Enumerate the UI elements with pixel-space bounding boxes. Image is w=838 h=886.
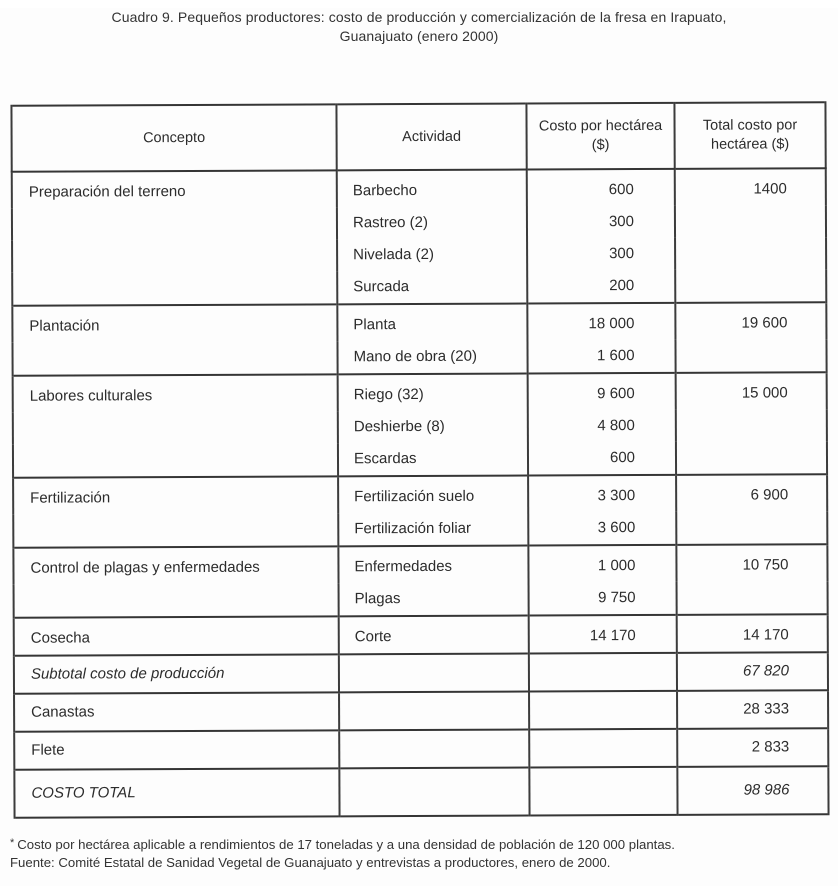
- activity-cell: Escardas: [338, 443, 528, 477]
- activity-cell: Corte: [339, 616, 529, 655]
- cost-cell: 18 000: [527, 303, 675, 341]
- table-row: [14, 614, 828, 656]
- table-row: [12, 302, 826, 343]
- column-header-total-costo-por-hectarea: Total costo por hectárea ($): [674, 102, 825, 169]
- total-cell: 15 000: [676, 372, 827, 475]
- concept-cell: Labores culturales: [13, 374, 338, 477]
- activity-cell-empty: [339, 654, 529, 693]
- concept-cell: Plantación: [12, 304, 337, 375]
- page-title-line1: Cuadro 9. Pequeños productores: costo de producción y comercialización de la fresa en Irapuato,: [111, 9, 727, 25]
- cost-cell-empty: [529, 767, 677, 816]
- activity-cell-empty: [339, 692, 529, 731]
- activity-cell-empty: [339, 730, 529, 769]
- total-cell: 28 333: [677, 690, 828, 729]
- activity-cell: Deshierbe (8): [338, 411, 528, 444]
- cost-table: [10, 101, 829, 819]
- activity-cell: Fertilización foliar: [338, 513, 528, 547]
- activity-cell: Barbecho: [337, 170, 527, 208]
- total-cell: 10 750: [676, 544, 827, 615]
- cost-cell: 200: [527, 270, 675, 304]
- activity-cell: Mano de obra (20): [337, 341, 527, 375]
- concept-cell: Preparación del terreno: [12, 170, 338, 305]
- table-row: [13, 372, 827, 413]
- cost-cell: 600: [528, 442, 676, 476]
- column-header-actividad: Actividad: [336, 104, 526, 171]
- activity-cell: Plagas: [339, 583, 529, 617]
- cost-cell: 300: [527, 206, 675, 239]
- cost-table-container: [10, 101, 827, 819]
- footnote-text: Costo por hectárea aplicable a rendimientos de 17 toneladas y a una densidad de población de 120 000 plantas.: [17, 837, 675, 852]
- total-cell: 67 820: [677, 652, 828, 691]
- page-title-line2: Guanajuato (enero 2000): [339, 28, 499, 44]
- total-cell: 1400: [675, 168, 827, 303]
- summary-row-flete: [14, 728, 828, 770]
- cost-cell-empty: [529, 729, 677, 768]
- activity-cell: Riego (32): [338, 374, 528, 412]
- concept-cell: Fertilización: [13, 476, 338, 547]
- summary-label: COSTO TOTAL: [14, 768, 339, 817]
- total-cell: 19 600: [675, 302, 826, 373]
- summary-label: Canastas: [14, 692, 339, 731]
- summary-row-canastas: [14, 690, 828, 732]
- footnote-marker: *: [10, 837, 15, 849]
- cost-cell: 1 000: [528, 545, 676, 583]
- cost-cell: 300: [527, 238, 675, 271]
- table-row: [13, 474, 827, 515]
- total-cell: 6 900: [676, 474, 827, 545]
- concept-cell: Control de plagas y enfermedades: [13, 546, 338, 617]
- total-cell: 14 170: [677, 614, 828, 653]
- summary-label: Subtotal costo de producción: [14, 654, 339, 693]
- column-header-costo-por-hectarea: Costo por hectárea ($): [526, 103, 674, 170]
- summary-label: Flete: [14, 730, 339, 769]
- cost-cell: 1 600: [527, 340, 675, 374]
- activity-cell: Enfermedades: [338, 546, 528, 584]
- column-header-concepto: Concepto: [11, 104, 336, 171]
- summary-row-costo-total: [14, 766, 828, 818]
- footnote-yield: [10, 834, 830, 854]
- cost-cell: 3 300: [528, 475, 676, 513]
- activity-cell: Fertilización suelo: [338, 476, 528, 514]
- cost-cell-empty: [529, 691, 677, 730]
- cost-cell-empty: [529, 653, 677, 692]
- header-row: [11, 102, 825, 172]
- cost-cell: 9 600: [528, 373, 676, 411]
- activity-cell: Nivelada (2): [337, 239, 527, 272]
- table-row: [13, 544, 827, 585]
- cost-cell: 4 800: [528, 410, 676, 443]
- cost-cell: 9 750: [529, 582, 677, 616]
- table-row: [12, 168, 826, 209]
- total-cell: 98 986: [677, 766, 828, 815]
- footnotes: [10, 834, 830, 872]
- activity-cell-empty: [339, 768, 529, 817]
- activity-cell: Rastreo (2): [337, 207, 527, 240]
- cost-cell: 3 600: [528, 512, 676, 546]
- cost-cell: 14 170: [529, 615, 677, 654]
- page-title: [29, 8, 809, 46]
- activity-cell: Surcada: [337, 271, 527, 305]
- source-note: Fuente: Comité Estatal de Sanidad Vegetal de Guanajuato y entrevistas a productores, enero de 2000.: [10, 855, 611, 870]
- activity-cell: Planta: [337, 304, 527, 342]
- concept-cell: Cosecha: [14, 616, 339, 655]
- total-cell: 2 833: [677, 728, 828, 767]
- cost-cell: 600: [527, 169, 675, 207]
- summary-row-subtotal: [14, 652, 828, 694]
